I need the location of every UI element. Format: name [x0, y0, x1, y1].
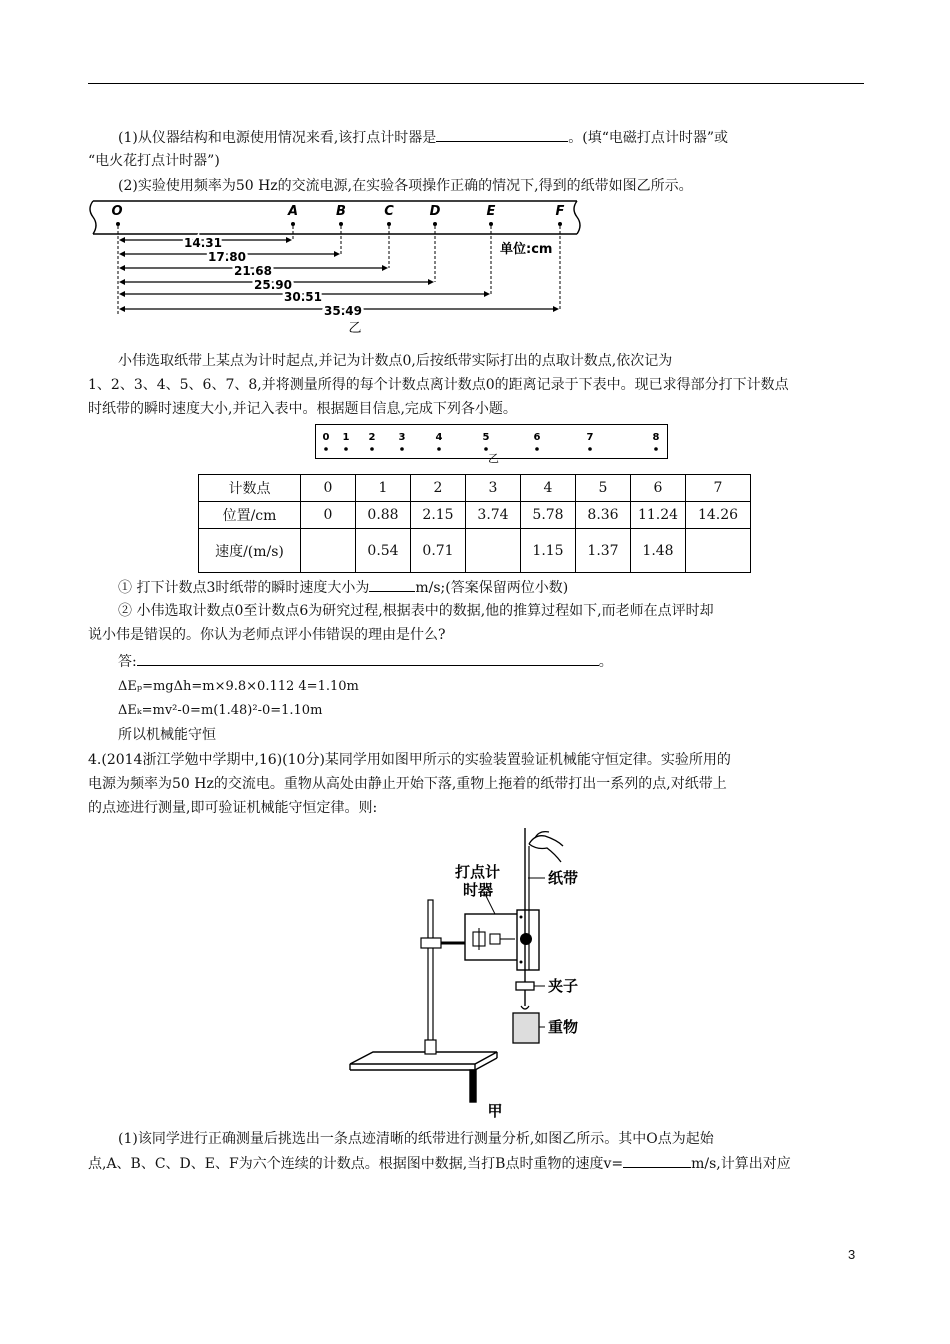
data-table	[198, 474, 751, 573]
q4-part1-line1: (1)该同学进行正确测量后挑选出一条点迹清晰的纸带进行测量分析,如图乙所示。其中O点为起始	[118, 1131, 714, 1147]
label-weight: 重物	[548, 1018, 579, 1036]
tape-point-A: A	[287, 204, 299, 219]
table-cell: 计数点	[199, 475, 301, 502]
tape-figure-1	[85, 196, 590, 336]
tape-point-E: E	[486, 204, 496, 219]
table-cell: 1.15	[521, 529, 576, 573]
table-cell: 1	[356, 475, 411, 502]
count-label: 3	[398, 432, 406, 443]
count-label: 7	[586, 432, 594, 443]
subq1: ① 打下计数点3时纸带的瞬时速度大小为 m/s;(答案保留两位小数)	[118, 576, 568, 599]
apparatus-figure	[345, 822, 605, 1120]
table-cell: 0	[301, 475, 356, 502]
table-cell: 5	[576, 475, 631, 502]
tape-point-F: F	[555, 204, 565, 219]
q4-line1: 4.(2014浙江学勉中学期中,16)(10分)某同学用如图甲所示的实验装置验证机械能守恒定律。实验所用的	[88, 752, 731, 768]
answer-blank[interactable]	[623, 1152, 691, 1168]
tape-caption: 乙	[348, 321, 362, 336]
count-label: 2	[368, 432, 376, 443]
intro-line3: 时纸带的瞬时速度大小,并记入表中。根据题目信息,完成下列各小题。	[88, 401, 517, 417]
table-cell: 速度/(m/s)	[199, 529, 301, 573]
distance-label: 35.49	[324, 304, 362, 318]
tape-point-B: B	[336, 204, 346, 219]
label-timer-1: 打点计	[455, 863, 501, 881]
distance-label: 30.51	[284, 290, 322, 304]
apparatus-caption: 甲	[487, 1102, 503, 1120]
distance-label: 17.80	[208, 250, 246, 264]
table-cell: 1.37	[576, 529, 631, 573]
table-cell: 0.88	[356, 502, 411, 529]
table-cell: 0.71	[411, 529, 466, 573]
table-row	[199, 502, 751, 529]
table-cell: 0.54	[356, 529, 411, 573]
tape-point-D: D	[429, 204, 441, 219]
tape-point-O: O	[111, 204, 123, 219]
part2-line: (2)实验使用频率为50 Hz的交流电源,在实验各项操作正确的情况下,得到的纸带如图乙所示。	[118, 178, 693, 194]
table-cell	[686, 529, 751, 573]
equation-ke: ΔEₖ=mv²-0=m(1.48)²-0=1.10m	[118, 703, 323, 718]
table-cell: 2.15	[411, 502, 466, 529]
q4-part1-line2: 点,A、B、C、D、E、F为六个连续的计数点。根据图中数据,当打B点时重物的速度v= m/s,计算出对应	[88, 1152, 791, 1175]
count-label: 1	[342, 432, 350, 443]
table-cell: 2	[411, 475, 466, 502]
answer-blank[interactable]	[436, 126, 568, 142]
table-cell: 4	[521, 475, 576, 502]
conclusion: 所以机械能守恒	[118, 727, 216, 743]
answer-blank[interactable]	[137, 650, 599, 666]
distance-label: 14.31	[184, 236, 222, 250]
table-cell: 0	[301, 502, 356, 529]
count-label: 5	[482, 432, 490, 443]
table-cell: 7	[686, 475, 751, 502]
label-tape: 纸带	[548, 869, 579, 887]
q4-line2: 电源为频率为50 Hz的交流电。重物从高处由静止开始下落,重物上拖着的纸带打出一系列的点,对纸带上	[88, 776, 727, 792]
table-cell: 3	[466, 475, 521, 502]
count-label: 4	[435, 432, 443, 443]
unit-label: 单位:cm	[500, 242, 553, 257]
intro-line1: 小伟选取纸带上某点为计时起点,并记为计数点0,后按纸带实际打出的点取计数点,依次记为	[118, 353, 673, 369]
part1-line1: (1)从仪器结构和电源使用情况来看,该打点计时器是 。(填“电磁打点计时器”或	[118, 126, 728, 149]
table-cell: 5.78	[521, 502, 576, 529]
label-clip: 夹子	[548, 977, 579, 995]
count-label: 0	[322, 432, 330, 443]
table-cell: 3.74	[466, 502, 521, 529]
subq2-line2: 说小伟是错误的。你认为老师点评小伟错误的理由是什么?	[88, 627, 446, 643]
distance-label: 25.90	[254, 278, 292, 292]
table-row	[199, 529, 751, 573]
part1-line2: “电火花打点计时器”)	[88, 153, 220, 169]
tape2-caption: 乙	[488, 452, 499, 465]
table-cell: 6	[631, 475, 686, 502]
table-cell: 8.36	[576, 502, 631, 529]
table-cell	[301, 529, 356, 573]
page-number: 3	[848, 1247, 856, 1262]
table-cell	[466, 529, 521, 573]
equation-pe: ΔEₚ=mgΔh=m×9.8×0.112 4=1.10m	[118, 679, 359, 694]
tape-point-C: C	[384, 204, 394, 219]
distance-label: 21.68	[234, 264, 272, 278]
table-cell: 14.26	[686, 502, 751, 529]
subq2-line1: ② 小伟选取计数点0至计数点6为研究过程,根据表中的数据,他的推算过程如下,而老师在点评时却	[118, 603, 714, 619]
table-row	[199, 475, 751, 502]
table-cell: 位置/cm	[199, 502, 301, 529]
label-timer-2: 时器	[463, 881, 494, 899]
header-rule	[88, 83, 864, 84]
table-cell: 1.48	[631, 529, 686, 573]
answer-blank[interactable]	[369, 576, 415, 592]
answer-line: 答: 。	[118, 650, 613, 673]
intro-line2: 1、2、3、4、5、6、7、8,并将测量所得的每个计数点离计数点0的距离记录于下表中。现已求得部分打下计数点	[88, 377, 789, 393]
count-label: 8	[652, 432, 660, 443]
q4-line3: 的点迹进行测量,即可验证机械能守恒定律。则:	[88, 800, 378, 816]
table-cell: 11.24	[631, 502, 686, 529]
count-label: 6	[533, 432, 541, 443]
